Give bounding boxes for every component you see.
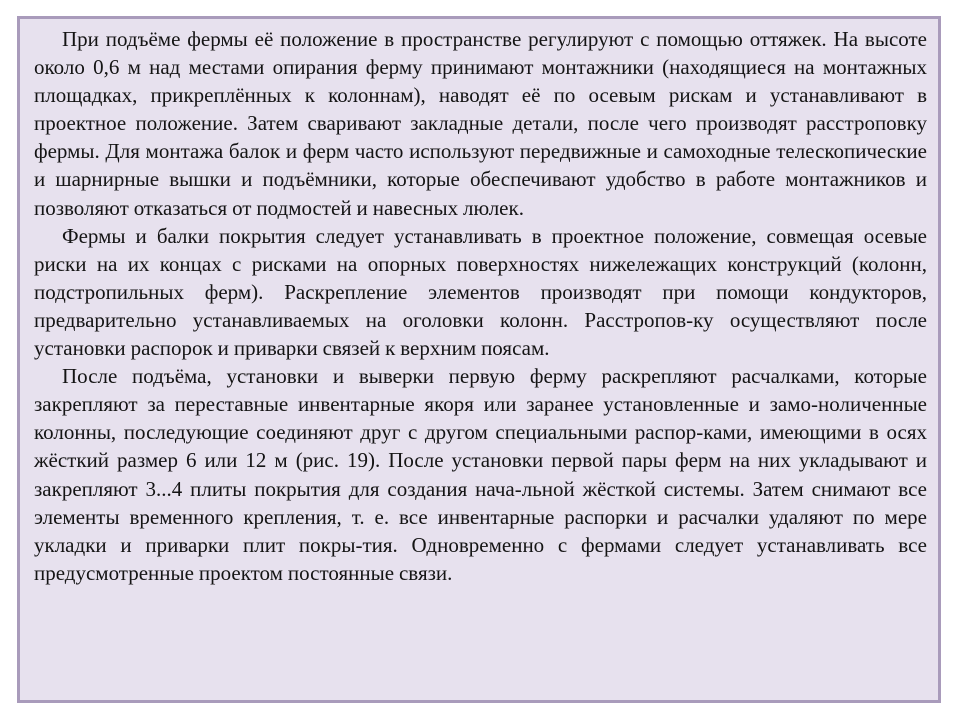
paragraph-3: После подъёма, установки и выверки первую ферму раскрепляют расчалками, которые закрепляют за переставные инвентарные якоря или заранее установленные и замо-ноличенные колонны, последующие соединяют друг с другом специальными распор-ками, имеющими в осях жёсткий размер 6 или 12 м (рис. 19). После установки первой пары ферм на них укладывают и закрепляют 3...4 плиты покрытия для создания нача-льной жёсткой системы. Затем снимают все элементы временного крепления, т. е. все инвентарные распорки и расчалки удаляют по мере укладки и приварки плит покры-тия. Одновременно с фермами следует устанавливать все предусмотренные проектом постоянные связи. bbox=[34, 364, 927, 585]
slide-text-frame bbox=[17, 16, 941, 703]
text-block bbox=[34, 25, 927, 587]
paragraph-1: При подъёме фермы её положение в пространстве регулируют с помощью оттяжек. На высоте около 0,6 м над местами опирания ферму принимают монтажники (находящиеся на монтажных площадках, прикреплённых к колоннам), наводят её по осевым рискам и устанавливают в проектное положение. Затем сваривают закладные детали, после чего производят расстроповку фермы. Для монтажа балок и ферм часто используют передвижные и самоходные телескопические и шарнирные вышки и подъёмники, которые обеспечивают удобство в работе монтажников и позволяют отказаться от подмостей и навесных люлек. bbox=[34, 27, 927, 220]
paragraph-2: Фермы и балки покрытия следует устанавливать в проектное положение, совмещая осевые риски на их концах с рисками на опорных поверхностях нижележащих конструкций (колонн, подстропильных ферм). Раскрепление элементов производят при помощи кондукторов, предварительно устанавливаемых на оголовки колонн. Расстропов-ку осуществляют после установки распорок и приварки связей к верхним поясам. bbox=[34, 223, 927, 361]
